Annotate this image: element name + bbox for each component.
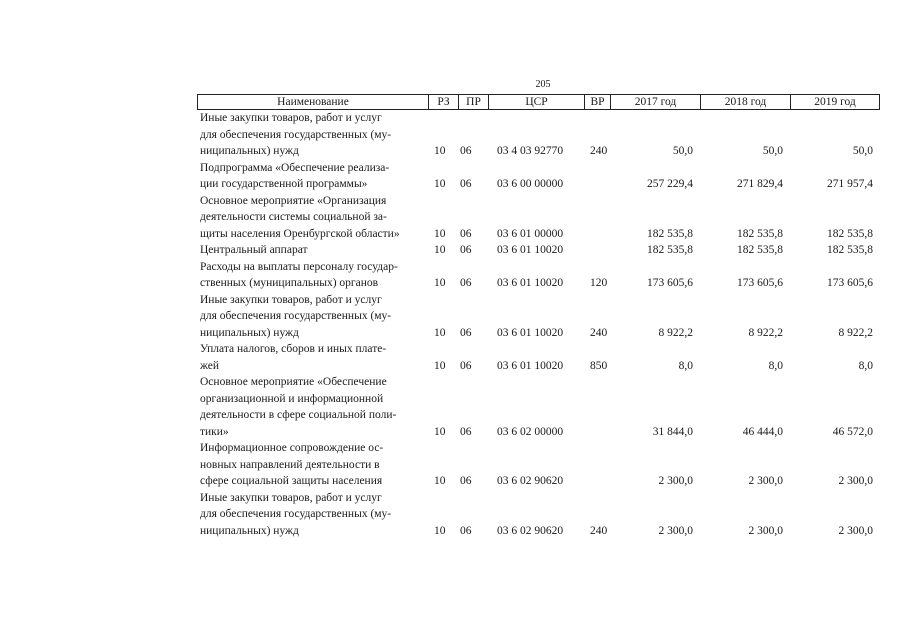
cell-csr: 03 6 02 00000 bbox=[497, 425, 564, 438]
table-row bbox=[197, 110, 880, 160]
header-2018: 2018 год bbox=[700, 95, 790, 109]
cell-y2018: 50,0 bbox=[762, 145, 783, 157]
budget-table bbox=[197, 94, 880, 537]
cell-csr: 03 4 03 92770 bbox=[497, 145, 564, 157]
cell-pr: 06 bbox=[460, 359, 472, 372]
header-vr: ВР bbox=[584, 95, 610, 109]
cell-csr: 03 6 01 00000 bbox=[497, 227, 564, 240]
cell-rz: 10 bbox=[434, 145, 446, 157]
cell-rz: 10 bbox=[434, 244, 446, 256]
cell-pr: 06 bbox=[460, 145, 472, 157]
row-name: Иные закупки товаров, работ и услуг для обеспечения государственных (му- ниципальных) нужд bbox=[200, 491, 392, 537]
cell-y2018: 8 922,2 bbox=[748, 326, 783, 339]
cell-pr: 06 bbox=[460, 178, 472, 190]
cell-rz: 10 bbox=[434, 475, 446, 487]
row-name: Основное мероприятие «Организация деятельности системы социальной за- щиты населения Оренбургской области» bbox=[200, 194, 400, 240]
cell-vr: 240 bbox=[590, 524, 608, 537]
cell-rz: 10 bbox=[434, 425, 446, 438]
cell-pr: 06 bbox=[460, 524, 472, 537]
cell-y2017: 2 300,0 bbox=[658, 524, 693, 537]
cell-y2019: 8 922,2 bbox=[838, 326, 873, 339]
table-row bbox=[197, 374, 880, 440]
header-rz: РЗ bbox=[428, 95, 458, 109]
row-name: Основное мероприятие «Обеспечение организационной и информационной деятельности в сфере социальной поли- тики» bbox=[200, 376, 397, 438]
row-name: Центральный аппарат bbox=[200, 244, 308, 256]
cell-y2018: 8,0 bbox=[768, 359, 783, 372]
cell-rz: 10 bbox=[434, 277, 446, 289]
cell-vr: 850 bbox=[590, 359, 608, 372]
cell-y2017: 173 605,6 bbox=[647, 277, 693, 289]
cell-y2017: 8,0 bbox=[678, 359, 693, 372]
cell-y2017: 182 535,8 bbox=[647, 227, 693, 240]
header-csr: ЦСР bbox=[488, 95, 584, 109]
cell-y2018: 2 300,0 bbox=[748, 524, 783, 537]
table-row bbox=[197, 440, 880, 490]
cell-vr: 240 bbox=[590, 326, 608, 339]
cell-pr: 06 bbox=[460, 425, 472, 438]
cell-csr: 03 6 01 10020 bbox=[497, 326, 564, 339]
cell-csr: 03 6 00 00000 bbox=[497, 178, 564, 190]
cell-rz: 10 bbox=[434, 178, 446, 190]
cell-csr: 03 6 02 90620 bbox=[497, 524, 564, 537]
header-name: Наименование bbox=[277, 96, 349, 108]
header-2019: 2019 год bbox=[790, 95, 879, 109]
cell-csr: 03 6 01 10020 bbox=[497, 277, 564, 289]
row-name: Информационное сопровождение ос- новных направлений деятельности в сфере социальной защиты населения bbox=[200, 442, 384, 487]
cell-y2017: 182 535,8 bbox=[647, 244, 693, 256]
cell-y2019: 2 300,0 bbox=[838, 475, 873, 487]
cell-rz: 10 bbox=[434, 359, 446, 372]
header-2017: 2017 год bbox=[610, 95, 700, 109]
cell-y2019: 2 300,0 bbox=[838, 524, 873, 537]
cell-y2019: 182 535,8 bbox=[827, 227, 873, 240]
cell-y2019: 50,0 bbox=[852, 145, 873, 157]
cell-rz: 10 bbox=[434, 326, 446, 339]
cell-pr: 06 bbox=[460, 227, 472, 240]
table-row bbox=[197, 292, 880, 342]
cell-y2019: 46 572,0 bbox=[832, 425, 873, 438]
cell-y2017: 2 300,0 bbox=[658, 475, 693, 487]
table-header bbox=[197, 94, 880, 110]
row-name: Иные закупки товаров, работ и услуг для обеспечения государственных (му- ниципальных) нужд bbox=[200, 293, 392, 339]
row-name: Уплата налогов, сборов и иных плате- жей bbox=[200, 343, 387, 372]
cell-y2018: 2 300,0 bbox=[748, 475, 783, 487]
cell-y2018: 182 535,8 bbox=[737, 244, 783, 256]
cell-csr: 03 6 01 10020 bbox=[497, 359, 564, 372]
cell-y2018: 173 605,6 bbox=[737, 277, 783, 289]
cell-y2018: 182 535,8 bbox=[737, 227, 783, 240]
cell-y2018: 271 829,4 bbox=[737, 178, 783, 190]
cell-y2017: 31 844,0 bbox=[652, 425, 693, 438]
cell-pr: 06 bbox=[460, 244, 472, 256]
cell-y2019: 8,0 bbox=[858, 359, 873, 372]
header-pr: ПР bbox=[458, 95, 488, 109]
cell-rz: 10 bbox=[434, 227, 446, 240]
table-row bbox=[197, 242, 880, 259]
page-number: 205 bbox=[535, 79, 551, 90]
table-row bbox=[197, 341, 880, 374]
cell-pr: 06 bbox=[460, 277, 472, 289]
cell-pr: 06 bbox=[460, 326, 472, 339]
cell-csr: 03 6 02 90620 bbox=[497, 475, 564, 487]
cell-pr: 06 bbox=[460, 475, 472, 487]
cell-csr: 03 6 01 10020 bbox=[497, 244, 564, 256]
cell-y2017: 8 922,2 bbox=[658, 326, 693, 339]
row-name: Иные закупки товаров, работ и услуг для обеспечения государственных (му- ниципальных) нужд bbox=[200, 112, 392, 157]
cell-y2019: 182 535,8 bbox=[827, 244, 873, 256]
row-name: Расходы на выплаты персоналу государ- ственных (муниципальных) органов bbox=[200, 260, 398, 289]
table-row bbox=[197, 259, 880, 292]
cell-vr: 240 bbox=[590, 145, 608, 157]
cell-vr: 120 bbox=[590, 277, 608, 289]
cell-rz: 10 bbox=[434, 524, 446, 537]
cell-y2018: 46 444,0 bbox=[742, 425, 783, 438]
row-name: Подпрограмма «Обеспечение реализа- ции государственной программы» bbox=[200, 161, 390, 190]
cell-y2017: 257 229,4 bbox=[647, 178, 693, 190]
table-row bbox=[197, 193, 880, 243]
table-row bbox=[197, 490, 880, 540]
cell-y2019: 271 957,4 bbox=[827, 178, 873, 190]
cell-y2017: 50,0 bbox=[672, 145, 693, 157]
cell-y2019: 173 605,6 bbox=[827, 277, 873, 289]
table-row bbox=[197, 160, 880, 193]
